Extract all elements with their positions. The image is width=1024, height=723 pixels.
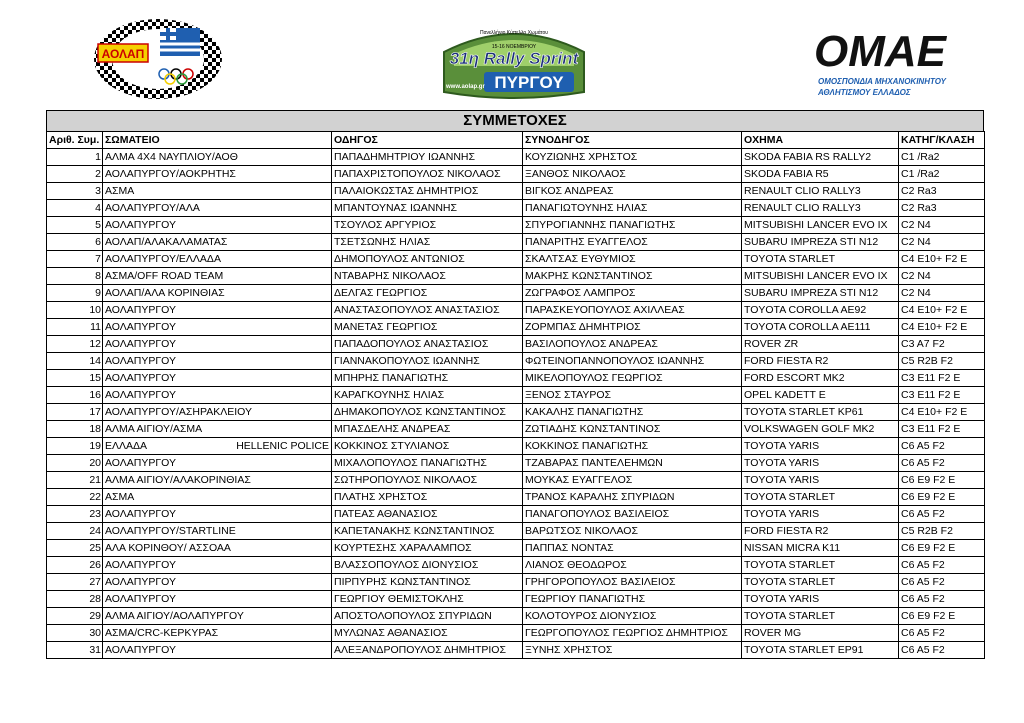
omae-sub2-text: ΑΘΛΗΤΙΣΜΟΥ ΕΛΛΑΔΟΣ (818, 88, 911, 97)
cell-club: ΑΟΛΑΠΥΡΓΟΥ/ΑΛΑ (103, 200, 332, 217)
table-row (47, 268, 985, 285)
table-row (47, 574, 985, 591)
cell-number: 22 (47, 489, 103, 506)
club-name: ΕΛΛΑΔΑ (105, 439, 148, 452)
cell-codriver: ΞΑΝΘΟΣ ΝΙΚΟΛΑΟΣ (523, 166, 742, 183)
cell-codriver: ΞΥΝΗΣ ΧΡΗΣΤΟΣ (523, 642, 742, 659)
cell-car: ROVER MG (742, 625, 899, 642)
table-row (47, 183, 985, 200)
header-number: Αριθ. Συμ. (47, 132, 103, 149)
table-row (47, 506, 985, 523)
table-row (47, 319, 985, 336)
table-body (47, 149, 985, 659)
cell-car: TOYOTA STARLET EP91 (742, 642, 899, 659)
cell-club: ΑΟΛΑΠΥΡΓΟΥ (103, 506, 332, 523)
cell-class: C3 E11 F2 E (899, 387, 985, 404)
cell-driver: ΝΤΑΒΑΡΗΣ ΝΙΚΟΛΑΟΣ (332, 268, 523, 285)
cell-club: ΑΛΜΑ ΑΙΓΙΟΥ/ΑΟΛΑΠΥΡΓΟΥ (103, 608, 332, 625)
table-row (47, 370, 985, 387)
cell-driver: ΑΛΕΞΑΝΔΡΟΠΟΥΛΟΣ ΔΗΜΗΤΡΙΟΣ (332, 642, 523, 659)
cell-driver: ΚΑΡΑΓΚΟΥΝΗΣ ΗΛΙΑΣ (332, 387, 523, 404)
cell-club: ΑΛΜΑ ΑΙΓΙΟΥ/ΑΣΜΑ (103, 421, 332, 438)
cell-club: ΑΟΛΑΠΥΡΓΟΥ (103, 302, 332, 319)
cell-number: 25 (47, 540, 103, 557)
table-row (47, 557, 985, 574)
table-row (47, 285, 985, 302)
cell-number: 10 (47, 302, 103, 319)
cell-class: C4 E10+ F2 E (899, 251, 985, 268)
cell-car: TOYOTA YARIS (742, 455, 899, 472)
cell-codriver: ΖΩΤΙΑΔΗΣ ΚΩΝΣΤΑΝΤΙΝΟΣ (523, 421, 742, 438)
cell-number: 12 (47, 336, 103, 353)
cell-codriver: ΖΟΡΜΠΑΣ ΔΗΜΗΤΡΙΟΣ (523, 319, 742, 336)
cell-car: SUBARU IMPREZA STI N12 (742, 234, 899, 251)
cell-car: TOYOTA YARIS (742, 438, 899, 455)
cell-class: C2 Ra3 (899, 183, 985, 200)
cell-class: C1 /Ra2 (899, 149, 985, 166)
cell-club: ΑΟΛΑΠΥΡΓΟΥ (103, 557, 332, 574)
table-row (47, 404, 985, 421)
cell-car: TOYOTA COROLLA AE111 (742, 319, 899, 336)
table-row (47, 472, 985, 489)
cell-car: TOYOTA STARLET (742, 489, 899, 506)
cell-club: ΑΟΛΑΠΥΡΓΟΥ/ΑΣΗΡΑΚΛΕΙΟΥ (103, 404, 332, 421)
cell-driver: ΠΛΑΤΗΣ ΧΡΗΣΤΟΣ (332, 489, 523, 506)
table-row (47, 149, 985, 166)
header-driver: ΟΔΗΓΟΣ (332, 132, 523, 149)
cell-class: C2 N4 (899, 217, 985, 234)
table-row (47, 421, 985, 438)
cell-codriver: ΞΕΝΟΣ ΣΤΑΥΡΟΣ (523, 387, 742, 404)
cell-class: C6 A5 F2 (899, 557, 985, 574)
club-extra: HELLENIC POLICE (236, 439, 329, 452)
cell-class: C5 R2B F2 (899, 523, 985, 540)
cell-codriver: ΤΡΑΝΟΣ ΚΑΡΑΛΗΣ ΣΠΥΡΙΔΩΝ (523, 489, 742, 506)
cell-club: ΑΣΜΑ (103, 489, 332, 506)
table-row (47, 540, 985, 557)
cell-driver: ΓΙΑΝΝΑΚΟΠΟΥΛΟΣ ΙΩΑΝΝΗΣ (332, 353, 523, 370)
cell-club: ΑΛΜΑ ΑΙΓΙΟΥ/ΑΛΑΚΟΡΙΝΘΙΑΣ (103, 472, 332, 489)
cell-club: ΑΛΜΑ 4Χ4 ΝΑΥΠΛΙΟΥ/ΑΟΘ (103, 149, 332, 166)
table-row (47, 625, 985, 642)
header-codriver: ΣΥΝΟΔΗΓΟΣ (523, 132, 742, 149)
cell-car: OPEL KADETT E (742, 387, 899, 404)
cell-car: FORD FIESTA R2 (742, 523, 899, 540)
table-row (47, 166, 985, 183)
cell-number: 15 (47, 370, 103, 387)
table-row (47, 353, 985, 370)
cell-codriver: ΦΩΤΕΙΝΟΠΑΝΝΟΠΟΥΛΟΣ ΙΩΑΝΝΗΣ (523, 353, 742, 370)
cell-driver: ΜΑΝΕΤΑΣ ΓΕΩΡΓΙΟΣ (332, 319, 523, 336)
rally-web-text: www.aolap.gr (446, 84, 485, 90)
cell-car: TOYOTA STARLET KP61 (742, 404, 899, 421)
cell-car: TOYOTA STARLET (742, 608, 899, 625)
cell-class: C6 A5 F2 (899, 455, 985, 472)
header-logos (0, 0, 1024, 108)
cell-club: ΑΟΛΑΠ/ΑΛΑ ΚΟΡΙΝΘΙΑΣ (103, 285, 332, 302)
cell-codriver: ΖΩΓΡΑΦΟΣ ΛΑΜΠΡΟΣ (523, 285, 742, 302)
cell-codriver: ΠΑΝΑΓΟΠΟΥΛΟΣ ΒΑΣΙΛΕΙΟΣ (523, 506, 742, 523)
cell-class: C5 R2B F2 (899, 353, 985, 370)
cell-number: 3 (47, 183, 103, 200)
cell-car: TOYOTA YARIS (742, 472, 899, 489)
cell-number: 29 (47, 608, 103, 625)
cell-driver: ΑΝΑΣΤΑΣΟΠΟΥΛΟΣ ΑΝΑΣΤΑΣΙΟΣ (332, 302, 523, 319)
header-car: ΟΧΗΜΑ (742, 132, 899, 149)
cell-club: ΑΟΛΑΠΥΡΓΟΥ/ΑΟΚΡΗΤΗΣ (103, 166, 332, 183)
cell-number: 26 (47, 557, 103, 574)
cell-club: ΑΟΛΑΠΥΡΓΟΥ (103, 574, 332, 591)
cell-number: 4 (47, 200, 103, 217)
cell-club: ΑΟΛΑΠΥΡΓΟΥ (103, 591, 332, 608)
cell-car: SKODA FABIA R5 (742, 166, 899, 183)
cell-number: 23 (47, 506, 103, 523)
cell-class: C6 E9 F2 E (899, 472, 985, 489)
cell-club: ΑΟΛΑΠΥΡΓΟΥ (103, 217, 332, 234)
cell-class: C6 A5 F2 (899, 574, 985, 591)
table-row (47, 608, 985, 625)
cell-club (103, 438, 332, 455)
cell-car: VOLKSWAGEN GOLF MK2 (742, 421, 899, 438)
cell-number: 19 (47, 438, 103, 455)
cell-number: 7 (47, 251, 103, 268)
table-title: ΣΥΜΜΕΤΟΧΕΣ (46, 110, 984, 132)
cell-class: C2 N4 (899, 285, 985, 302)
cell-number: 27 (47, 574, 103, 591)
cell-codriver: ΓΕΩΡΓΙΟΥ ΠΑΝΑΓΙΩΤΗΣ (523, 591, 742, 608)
cell-class: C4 E10+ F2 E (899, 302, 985, 319)
table-row (47, 200, 985, 217)
cell-class: C1 /Ra2 (899, 166, 985, 183)
cell-driver: ΔΗΜΟΠΟΥΛΟΣ ΑΝΤΩΝΙΟΣ (332, 251, 523, 268)
table-row (47, 489, 985, 506)
cell-club: ΑΟΛΑΠΥΡΓΟΥ (103, 642, 332, 659)
cell-number: 1 (47, 149, 103, 166)
cell-driver: ΒΛΑΣΣΟΠΟΥΛΟΣ ΔΙΟΝΥΣΙΟΣ (332, 557, 523, 574)
cell-class: C6 A5 F2 (899, 591, 985, 608)
cell-number: 17 (47, 404, 103, 421)
cell-car: TOYOTA STARLET (742, 557, 899, 574)
cell-car: RENAULT CLIO RALLY3 (742, 200, 899, 217)
cell-class: C2 N4 (899, 268, 985, 285)
cell-class: C2 Ra3 (899, 200, 985, 217)
cell-number: 30 (47, 625, 103, 642)
cell-driver: ΜΥΛΩΝΑΣ ΑΘΑΝΑΣΙΟΣ (332, 625, 523, 642)
cell-codriver: ΠΑΝΑΡΙΤΗΣ ΕΥΑΓΓΕΛΟΣ (523, 234, 742, 251)
table-row (47, 234, 985, 251)
cell-codriver: ΒΑΣΙΛΟΠΟΥΛΟΣ ΑΝΔΡΕΑΣ (523, 336, 742, 353)
cell-car: RENAULT CLIO RALLY3 (742, 183, 899, 200)
cell-driver: ΚΟΚΚΙΝΟΣ ΣΤΥΛΙΑΝΟΣ (332, 438, 523, 455)
header-class: ΚΑΤΗΓ/ΚΛΑΣΗ (899, 132, 985, 149)
cell-car: SKODA FABIA RS RALLY2 (742, 149, 899, 166)
cell-class: C3 A7 F2 (899, 336, 985, 353)
cell-codriver: ΣΚΑΛΤΣΑΣ ΕΥΘΥΜΙΟΣ (523, 251, 742, 268)
table-row (47, 251, 985, 268)
cell-codriver: ΚΟΥΖΙΩΝΗΣ ΧΡΗΣΤΟΣ (523, 149, 742, 166)
cell-car: NISSAN MICRA K11 (742, 540, 899, 557)
cell-club: ΑΣΜΑ/OFF ROAD TEAM (103, 268, 332, 285)
cell-number: 14 (47, 353, 103, 370)
cell-codriver: ΜΟΥΚΑΣ ΕΥΑΓΓΕΛΟΣ (523, 472, 742, 489)
cell-class: C6 E9 F2 E (899, 608, 985, 625)
table-row (47, 438, 985, 455)
cell-codriver: ΣΠΥΡΟΓΙΑΝΝΗΣ ΠΑΝΑΓΙΩΤΗΣ (523, 217, 742, 234)
cell-driver: ΜΠΗΡΗΣ ΠΑΝΑΓΙΩΤΗΣ (332, 370, 523, 387)
cell-club: ΑΟΛΑΠΥΡΓΟΥ (103, 387, 332, 404)
cell-codriver: ΤΖΑΒΑΡΑΣ ΠΑΝΤΕΛΕΗΜΩΝ (523, 455, 742, 472)
table-row (47, 642, 985, 659)
cell-club: ΑΟΛΑΠΥΡΓΟΥ (103, 336, 332, 353)
cell-club: ΑΟΛΑΠΥΡΓΟΥ (103, 370, 332, 387)
cell-number: 8 (47, 268, 103, 285)
table-row (47, 217, 985, 234)
cell-driver: ΠΑΠΑΔΗΜΗΤΡΙΟΥ ΙΩΑΝΝΗΣ (332, 149, 523, 166)
cell-codriver: ΠΑΝΑΓΙΩΤΟΥΝΗΣ ΗΛΙΑΣ (523, 200, 742, 217)
cell-driver: ΜΠΑΝΤΟΥΝΑΣ ΙΩΑΝΝΗΣ (332, 200, 523, 217)
cell-number: 31 (47, 642, 103, 659)
table-row (47, 336, 985, 353)
cell-class: C3 E11 F2 E (899, 421, 985, 438)
cell-codriver: ΜΙΚΕΛΟΠΟΥΛΟΣ ΓΕΩΡΓΙΟΣ (523, 370, 742, 387)
cell-number: 18 (47, 421, 103, 438)
cell-club: ΑΟΛΑΠΥΡΓΟΥ (103, 455, 332, 472)
cell-class: C6 A5 F2 (899, 642, 985, 659)
cell-codriver: ΚΟΛΟΤΟΥΡΟΣ ΔΙΟΝΥΣΙΟΣ (523, 608, 742, 625)
cell-codriver: ΚΟΚΚΙΝΟΣ ΠΑΝΑΓΙΩΤΗΣ (523, 438, 742, 455)
cell-class: C4 E10+ F2 E (899, 404, 985, 421)
cell-driver: ΤΣΟΥΛΟΣ ΑΡΓΥΡΙΟΣ (332, 217, 523, 234)
cell-codriver: ΒΙΓΚΟΣ ΑΝΔΡΕΑΣ (523, 183, 742, 200)
cell-class: C6 A5 F2 (899, 506, 985, 523)
table-header-row (47, 132, 985, 149)
cell-number: 21 (47, 472, 103, 489)
omae-logo-text: OMAE (814, 28, 946, 76)
cell-driver: ΣΩΤΗΡΟΠΟΥΛΟΣ ΝΙΚΟΛΑΟΣ (332, 472, 523, 489)
cell-car: TOYOTA STARLET (742, 251, 899, 268)
cell-codriver: ΠΑΡΑΣΚΕΥΟΠΟΥΛΟΣ ΑΧΙΛΛΕΑΣ (523, 302, 742, 319)
cell-number: 9 (47, 285, 103, 302)
cell-class: C3 E11 F2 E (899, 370, 985, 387)
cell-codriver: ΓΕΩΡΓΟΠΟΥΛΟΣ ΓΕΩΡΓΙΟΣ ΔΗΜΗΤΡΙΟΣ (523, 625, 742, 642)
cell-club: ΑΟΛΑΠΥΡΓΟΥ/STARTLINE (103, 523, 332, 540)
cell-car: MITSUBISHI LANCER EVO IX (742, 268, 899, 285)
rally-date-text: 15-16 ΝΟΕΜΒΡΙΟΥ (491, 44, 537, 50)
cell-driver: ΤΣΕΤΣΩΝΗΣ ΗΛΙΑΣ (332, 234, 523, 251)
cell-codriver: ΠΑΠΠΑΣ ΝΟΝΤΑΣ (523, 540, 742, 557)
aolap-logo (92, 18, 224, 100)
table-row (47, 455, 985, 472)
omae-sub1-text: ΟΜΟΣΠΟΝΔΙΑ ΜΗΧΑΝΟΚΙΝΗΤΟΥ (818, 77, 946, 86)
cell-car: ROVER ZR (742, 336, 899, 353)
cell-codriver: ΚΑΚΑΛΗΣ ΠΑΝΑΓΙΩΤΗΣ (523, 404, 742, 421)
cell-driver: ΠΑΤΕΑΣ ΑΘΑΝΑΣΙΟΣ (332, 506, 523, 523)
cell-driver: ΚΑΠΕΤΑΝΑΚΗΣ ΚΩΝΣΤΑΝΤΙΝΟΣ (332, 523, 523, 540)
rally-cup-text: Πανελλήνιο Κύπελλο Χωμάτου (479, 30, 549, 36)
cell-club: ΑΟΛΑΠΥΡΓΟΥ/ΕΛΛΑΔΑ (103, 251, 332, 268)
cell-driver: ΠΑΠΑΔΟΠΟΥΛΟΣ ΑΝΑΣΤΑΣΙΟΣ (332, 336, 523, 353)
cell-car: TOYOTA STARLET (742, 574, 899, 591)
cell-number: 6 (47, 234, 103, 251)
cell-car: MITSUBISHI LANCER EVO IX (742, 217, 899, 234)
cell-club: ΑΛΑ ΚΟΡΙΝΘΟΥ/ ΑΣΣΟΑΑ (103, 540, 332, 557)
cell-club: ΑΟΛΑΠΥΡΓΟΥ (103, 319, 332, 336)
rally-title-text: 31η Rally Sprint (449, 49, 579, 68)
cell-codriver: ΛΙΑΝΟΣ ΘΕΟΔΩΡΟΣ (523, 557, 742, 574)
aolap-logo-text: ΑΟΛΑΠ (101, 47, 145, 61)
cell-codriver: ΒΑΡΩΤΣΟΣ ΝΙΚΟΛΑΟΣ (523, 523, 742, 540)
cell-driver: ΜΙΧΑΛΟΠΟΥΛΟΣ ΠΑΝΑΓΙΩΤΗΣ (332, 455, 523, 472)
cell-driver: ΔΕΛΓΑΣ ΓΕΩΡΓΙΟΣ (332, 285, 523, 302)
cell-number: 11 (47, 319, 103, 336)
cell-club: ΑΟΛΑΠ/ΑΛΑΚΑΛΑΜΑΤΑΣ (103, 234, 332, 251)
entries-table (46, 131, 985, 659)
rally-sprint-logo (424, 22, 604, 102)
cell-class: C2 N4 (899, 234, 985, 251)
cell-class: C6 A5 F2 (899, 625, 985, 642)
cell-codriver: ΜΑΚΡΗΣ ΚΩΝΣΤΑΝΤΙΝΟΣ (523, 268, 742, 285)
rally-city-text: ΠΥΡΓΟΥ (494, 73, 564, 92)
table-row (47, 523, 985, 540)
cell-number: 28 (47, 591, 103, 608)
cell-class: C6 E9 F2 E (899, 489, 985, 506)
omae-logo (812, 28, 974, 100)
cell-driver: ΑΠΟΣΤΟΛΟΠΟΥΛΟΣ ΣΠΥΡΙΔΩΝ (332, 608, 523, 625)
cell-car: SUBARU IMPREZA STI N12 (742, 285, 899, 302)
cell-driver: ΜΠΑΣΔΕΛΗΣ ΑΝΔΡΕΑΣ (332, 421, 523, 438)
table-row (47, 387, 985, 404)
cell-codriver: ΓΡΗΓΟΡΟΠΟΥΛΟΣ ΒΑΣΙΛΕΙΟΣ (523, 574, 742, 591)
cell-club: ΑΣΜΑ/CRC-ΚΕΡΚΥΡΑΣ (103, 625, 332, 642)
cell-car: TOYOTA YARIS (742, 506, 899, 523)
cell-driver: ΚΟΥΡΤΕΣΗΣ ΧΑΡΑΛΑΜΠΟΣ (332, 540, 523, 557)
cell-class: C6 E9 F2 E (899, 540, 985, 557)
cell-driver: ΓΕΩΡΓΙΟΥ ΘΕΜΙΣΤΟΚΛΗΣ (332, 591, 523, 608)
table-row (47, 591, 985, 608)
cell-class: C6 A5 F2 (899, 438, 985, 455)
cell-driver: ΠΙΡΠΥΡΗΣ ΚΩΝΣΤΑΝΤΙΝΟΣ (332, 574, 523, 591)
cell-number: 5 (47, 217, 103, 234)
header-club: ΣΩΜΑΤΕΙΟ (103, 132, 332, 149)
cell-car: FORD ESCORT MK2 (742, 370, 899, 387)
cell-number: 20 (47, 455, 103, 472)
cell-club: ΑΣΜΑ (103, 183, 332, 200)
cell-car: TOYOTA COROLLA AE92 (742, 302, 899, 319)
cell-driver: ΠΑΛΑΙΟΚΩΣΤΑΣ ΔΗΜΗΤΡΙΟΣ (332, 183, 523, 200)
cell-number: 2 (47, 166, 103, 183)
cell-driver: ΠΑΠΑΧΡΙΣΤΟΠΟΥΛΟΣ ΝΙΚΟΛΑΟΣ (332, 166, 523, 183)
cell-driver: ΔΗΜΑΚΟΠΟΥΛΟΣ ΚΩΝΣΤΑΝΤΙΝΟΣ (332, 404, 523, 421)
cell-number: 24 (47, 523, 103, 540)
table-row (47, 302, 985, 319)
cell-car: FORD FIESTA R2 (742, 353, 899, 370)
cell-car: TOYOTA YARIS (742, 591, 899, 608)
cell-number: 16 (47, 387, 103, 404)
cell-club: ΑΟΛΑΠΥΡΓΟΥ (103, 353, 332, 370)
cell-class: C4 E10+ F2 E (899, 319, 985, 336)
